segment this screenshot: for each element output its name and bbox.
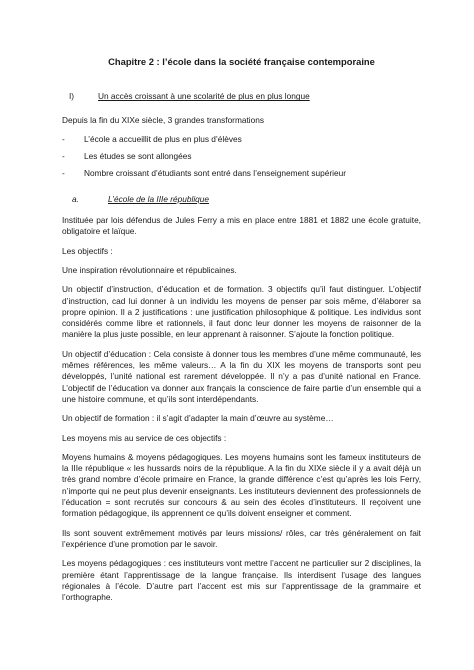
bullet-mark: -: [62, 133, 65, 144]
paragraph: Ils sont souvent extrêmement motivés par leurs missions/ rôles, car très généralement on fait l’expérience d’une promotion par le savoir.: [62, 527, 421, 549]
paragraph: Les moyens pédagogiques : ces instituteurs vont mettre l’accent ne particulier sur 2 disciplines, la première étant l’apprentissage de la langue française. Ils interdisent l’usage des langues régionales à l’école. D’autre part l’accent est mis sur l’apprentissage de la grammaire et l’orthographe.: [62, 558, 421, 603]
section-heading: [62, 91, 421, 102]
section-number: I): [69, 91, 75, 102]
paragraph: Un objectif d’instruction, d’éducation et de formation. 3 objectifs qu’il faut distinguer. L’objectif d’instruction, cad lui donner à un individu les moyens de penser par sois même, d’élaborer sa propre opinion. Il a 2 justifications : une justification philosophique & politique. Les individus sont considérés comme libre et rationnels, il faut donc leur donner les moyens de raisonner de la manière la plus juste possible, en leur apprenant à raisonner. S’ajoute la fonction politique.: [62, 284, 421, 340]
bullet-text: L’école a accueillit de plus en plus d’élèves: [84, 133, 242, 144]
intro-text: Depuis la fin du XIXe siècle, 3 grandes transformations: [62, 114, 264, 125]
subsection-title: L’école de la IIIe république: [108, 193, 210, 204]
bullet-mark: -: [62, 151, 65, 162]
paragraph: Moyens humains & moyens pédagogiques. Les moyens humains sont les fameux instituteurs de la IIIe république « les hussards noirs de la république. A la fin du XIXe siècle il y a avait déjà un très grand nombre d’école primaire en France, la grande différence c’est qu’après les lois Ferry, n’importe qui ne peut plus devenir enseignants. Les instituteurs deviennent des professionnels de l’éducation = sont recrutés sur concours & au sein des écoles d’instituteurs. Il reçoivent une formation pédagogique, ils apprennent ce qu’ils doivent enseigner et comment.: [62, 451, 421, 519]
paragraph: Les moyens mis au service de ces objectifs :: [62, 432, 227, 443]
paragraph: Un objectif d’éducation : Cela consiste à donner tous les membres d’une même communauté, les mêmes références, les même valeurs… A la fin du XIX les moyens de transports sont peu développés, l’unité national est rarement développée. Il n’y a pas d’unité national en France. L’objectif de l’éducation va donner aux français la conscience de faire partie d’un ensemble qui a une histoire commune, et qu’ils sont interdépendants.: [62, 348, 421, 404]
bullet-text: Nombre croissant d’étudiants sont entré dans l’enseignement supérieur: [84, 168, 346, 179]
subsection-heading: [62, 194, 421, 205]
paragraph: Une inspiration révolutionnaire et républicaines.: [62, 264, 237, 275]
paragraph: Instituée par lois défendus de Jules Ferry a mis en place entre 1881 et 1882 une école gratuite, obligatoire et laïque.: [62, 215, 421, 237]
list-item: [62, 134, 421, 145]
section-title: Un accès croissant à une scolarité de plus en plus longue: [98, 91, 310, 102]
bullet-mark: -: [62, 168, 65, 179]
bullet-list: [62, 134, 421, 180]
subsection-letter: a.: [72, 193, 79, 204]
bullet-text: Les études se sont allongées: [84, 151, 192, 162]
paragraph: Les objectifs :: [62, 245, 113, 256]
paragraphs: [62, 215, 421, 603]
list-item: [62, 151, 421, 162]
page-title: Chapitre 2 : l’école dans la société française contemporaine: [108, 56, 375, 67]
list-item: [62, 168, 421, 179]
paragraph: Un objectif de formation : il s’agit d’adapter la main d’œuvre au système…: [62, 413, 334, 424]
